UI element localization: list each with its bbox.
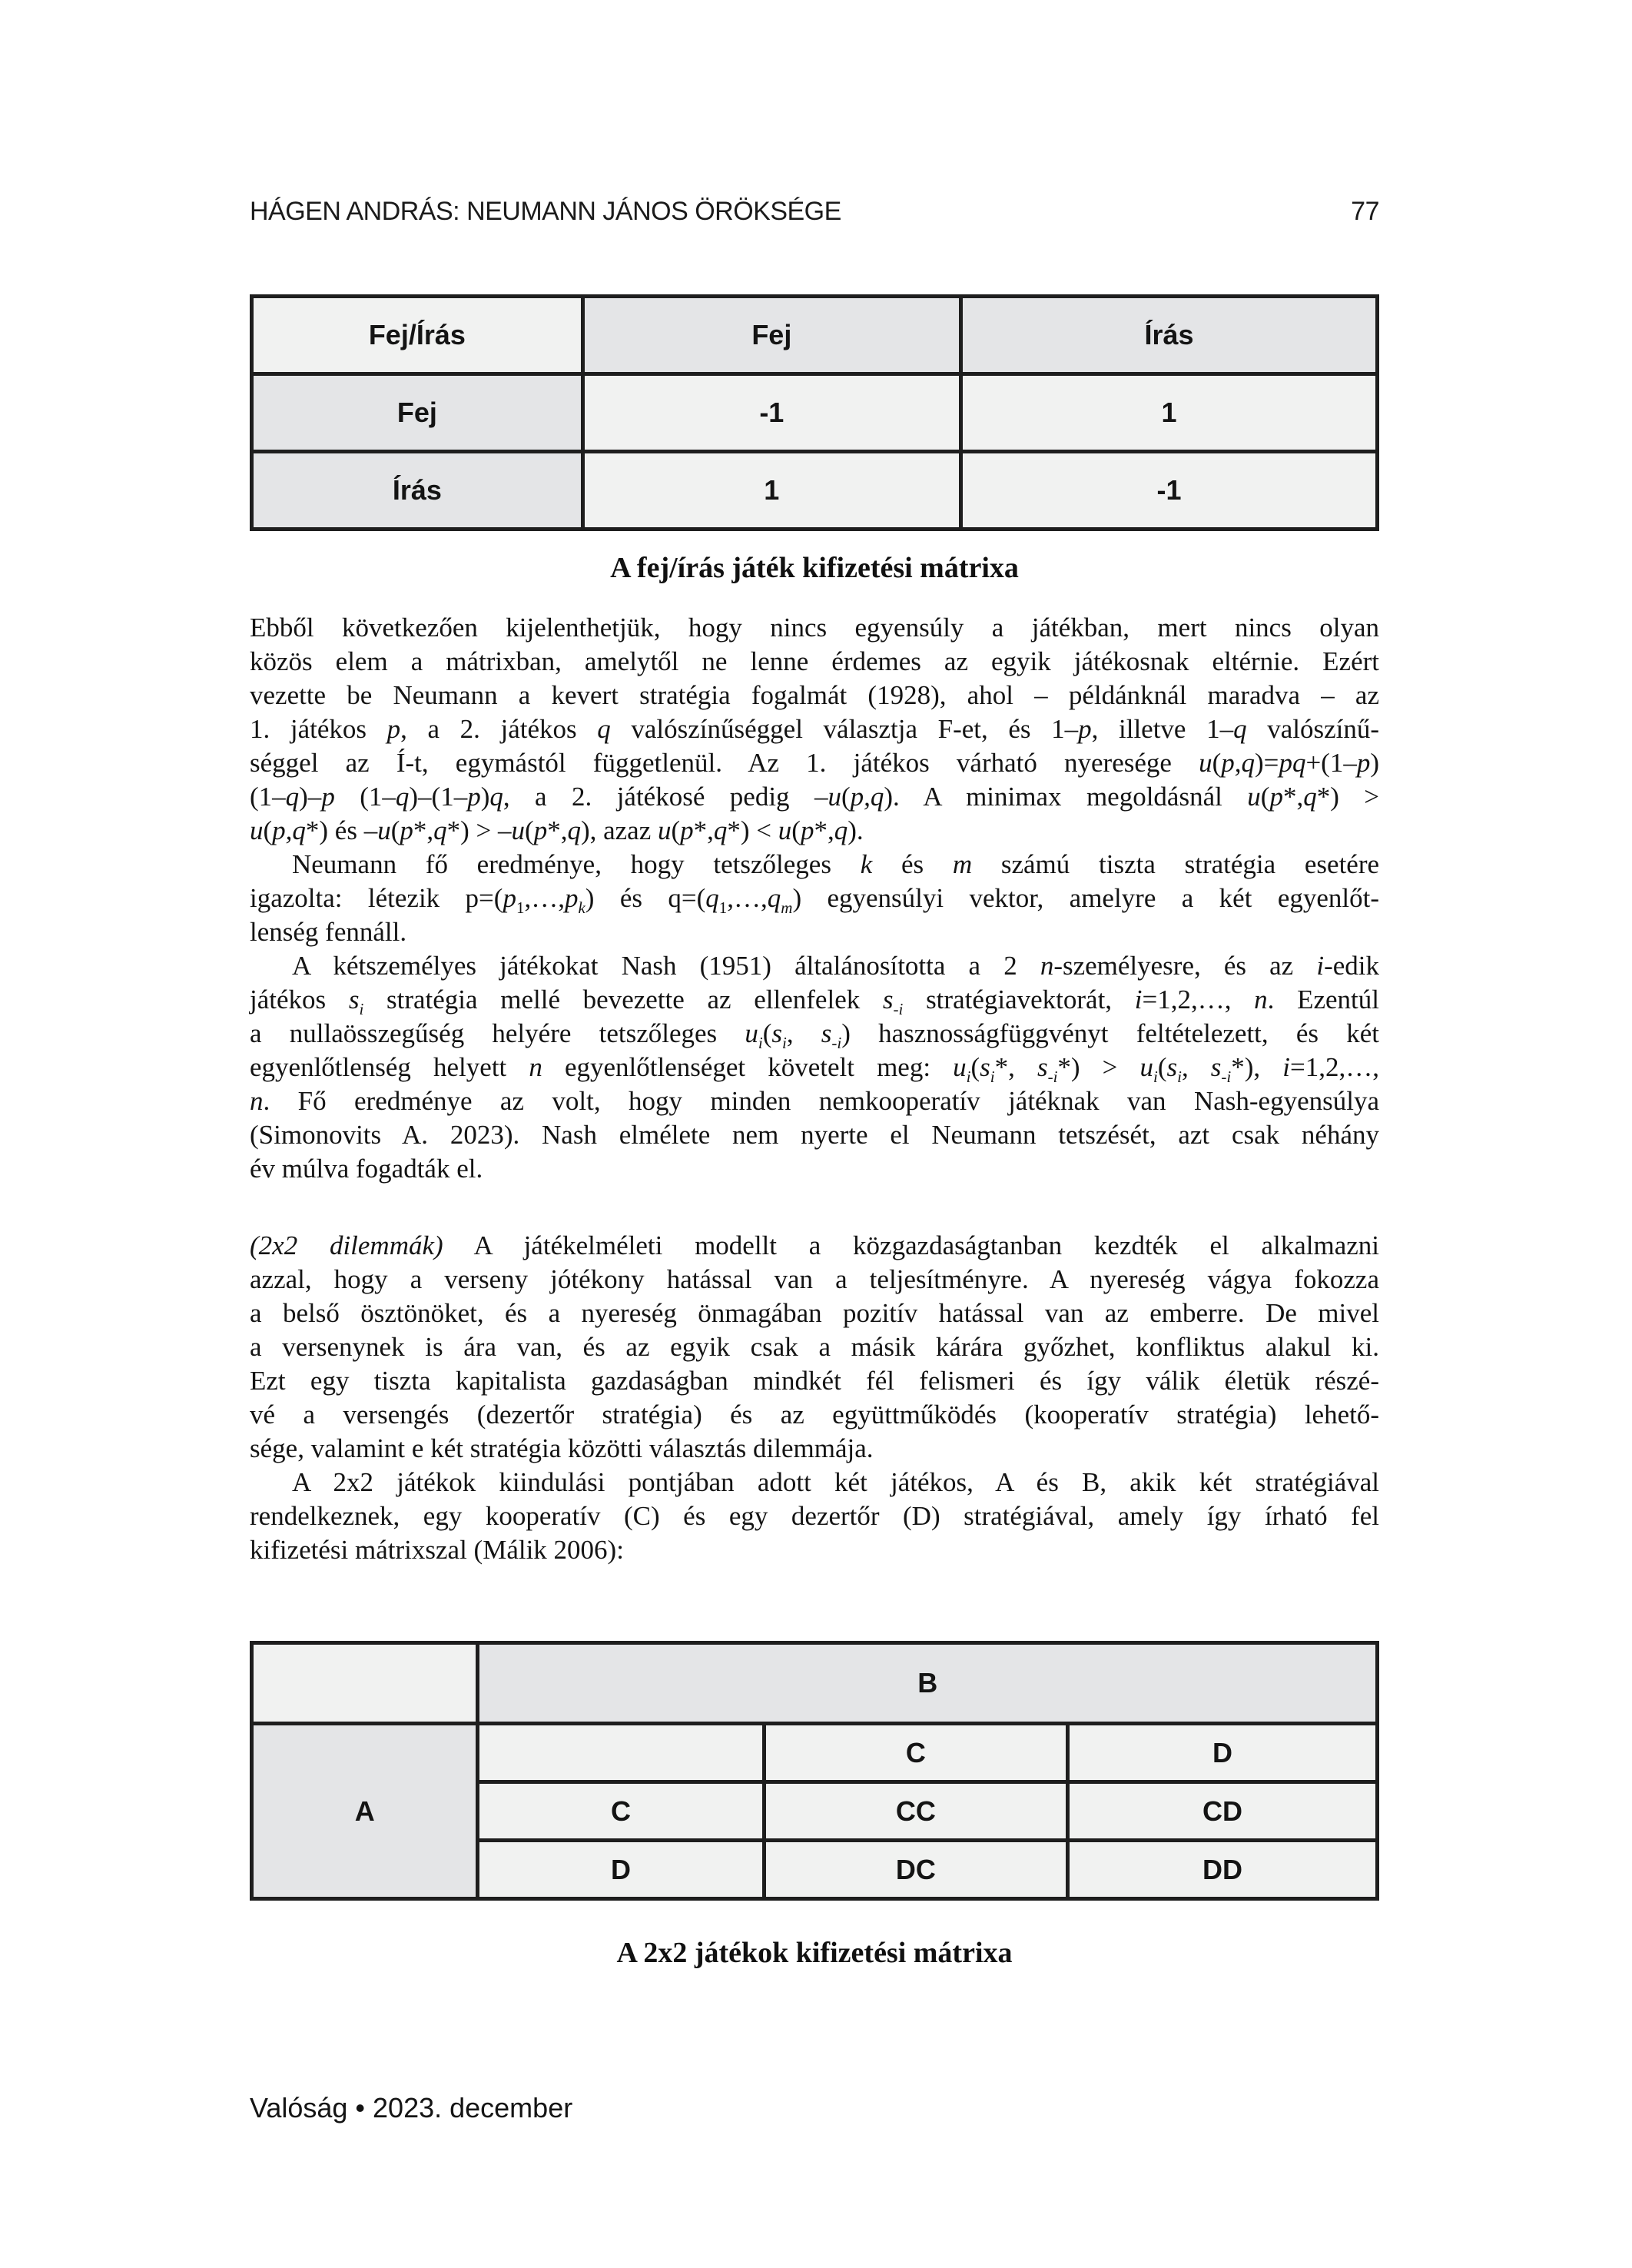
table-row-header-cell: Írás <box>252 452 583 530</box>
paragraph <box>250 1466 1379 1567</box>
text-line: kifizetési mátrixszal (Málik 2006): <box>250 1535 624 1565</box>
text-line: (Simonovits A. 2023). Nash elmélete nem nyerte el Neumann tetszését, azt csak néhány <box>250 1120 1379 1150</box>
text-line: rendelkeznek, egy kooperatív (C) és egy dezertőr (D) stratégiával, amely így írható fel <box>250 1501 1379 1531</box>
table-cell: DC <box>764 1841 1068 1899</box>
table-row-header-cell: D <box>478 1841 764 1899</box>
text-line: azzal, hogy a verseny jótékony hatással van a teljesítményre. A nyereség vágya fokozza <box>250 1264 1379 1294</box>
table-cell: 1 <box>960 374 1377 452</box>
table-cell: CC <box>764 1782 1068 1841</box>
text-line: n. Fő eredménye az volt, hogy minden nemkooperatív játéknak van Nash-egyensúlya <box>250 1086 1379 1116</box>
article-body <box>250 611 1379 1567</box>
table-header-cell: Írás <box>960 297 1377 374</box>
text-line: Ebből következően kijelenthetjük, hogy nincs egyensúly a játékban, mert nincs olyan <box>250 613 1379 643</box>
table-cell <box>478 1724 764 1782</box>
text-line: igazolta: létezik $p=(p_1,\dots,p_k)$ és $q=(q_1,\dots,q_m)$ egyensúlyi vektor, amelyre a két egyenlőt- <box>250 883 1379 917</box>
text-line: a belső ösztönöket, és a nyereség önmagában pozitív hatással van az emberre. De mivel <box>250 1298 1379 1328</box>
text-line: 1. játékos p, a 2. játékos q valószínűséggel választja F-et, és 1–p, illetve 1–q valószínű- <box>250 714 1379 744</box>
table2-caption: A 2x2 játékok kifizetési mátrixa <box>616 1937 1013 1969</box>
row-player-cell: A <box>252 1724 478 1899</box>
table-row <box>252 374 1378 452</box>
page-header <box>250 196 1379 227</box>
text-line: A 2x2 játékok kiindulási pontjában adott két játékos, A és B, akik két stratégiával <box>292 1467 1379 1497</box>
text-line: Ezt egy tiszta kapitalista gazdaságban mindkét fél felismeri és így válik életük részé- <box>250 1366 1379 1396</box>
running-title: HÁGEN ANDRÁS: NEUMANN JÁNOS ÖRÖKSÉGE <box>250 197 841 226</box>
table-row <box>252 452 1378 530</box>
text-line: játékos $s_i$ stratégia mellé bevezette az ellenfelek $s_{-i}$ stratégiavektorát, i=1,2,…, n. Ezentúl <box>250 985 1379 1018</box>
text-line: közös elem a mátrixban, amelytől ne lenne érdemes az egyik játékosnak eltérnie. Ezért <box>250 646 1379 676</box>
text-line: év múlva fogadták el. <box>250 1154 483 1184</box>
text-line: u(p,q*) és –u(p*,q*) > –u(p*,q), azaz u(p*,q*) < u(p*,q). <box>250 815 864 845</box>
text-line: (1–q)–p (1–q)–(1–p)q, a 2. játékosé pedig –u(p,q). A minimax megoldásnál u(p*,q*) > <box>250 782 1380 812</box>
table-corner-cell <box>252 1643 478 1724</box>
text-line: egyenlőtlenség helyett n egyenlőtlenséget követelt meg: $u_i(s_i*$, $s_{-i}*) > u_i(s_i$, $s_{-i}*$), i=1,2,…, <box>250 1052 1379 1086</box>
table-header-cell: D <box>1068 1724 1378 1782</box>
table-cell: -1 <box>960 452 1377 530</box>
payoff-matrix-heads-tails <box>250 294 1379 531</box>
payoff-matrix-2x2-games <box>250 1641 1379 1901</box>
table-row <box>252 297 1378 374</box>
table-row-header-cell: Fej <box>252 374 583 452</box>
text-line: A kétszemélyes játékokat Nash (1951) általánosította a 2 n-személyesre, és az i-edik <box>292 951 1379 981</box>
text-line: sége, valamint e két stratégia közötti választás dilemmája. <box>250 1433 874 1463</box>
table-row <box>252 1643 1378 1724</box>
text-line: vezette be Neumann a kevert stratégia fogalmát (1928), ahol – példánknál maradva – az <box>250 680 1379 710</box>
table-row-header-cell: C <box>478 1782 764 1841</box>
paragraph <box>250 848 1379 949</box>
table-cell: -1 <box>582 374 960 452</box>
text-line: a versenynek is ára van, és az egyik csak a másik kárára győzhet, konfliktus alakul ki. <box>250 1332 1379 1362</box>
table-cell: DD <box>1068 1841 1378 1899</box>
paragraph <box>250 611 1379 848</box>
table-header-cell: C <box>764 1724 1068 1782</box>
table-cell: CD <box>1068 1782 1378 1841</box>
text-line: (2x2 dilemmák) A játékelméleti modellt a közgazdaságtanban kezdték el alkalmazni <box>250 1230 1379 1260</box>
text-line: Neumann fő eredménye, hogy tetszőleges k és m számú tiszta stratégia esetére <box>292 849 1380 879</box>
text-line: vé a versengés (dezertőr stratégia) és az együttműködés (kooperatív stratégia) lehető- <box>250 1400 1379 1430</box>
page-number: 77 <box>1351 197 1379 226</box>
paragraph <box>250 949 1379 1186</box>
journal-issue-label: Valóság • 2023. december <box>250 2092 573 2124</box>
table-header-cell: Fej <box>582 297 960 374</box>
text-line: séggel az Í-t, egymástól függetlenül. Az 1. játékos várható nyeresége u(p,q)=pq+(1–p) <box>250 748 1379 778</box>
table-row <box>252 1724 1378 1782</box>
table-corner-cell: Fej/Írás <box>252 297 583 374</box>
table1-caption: A fej/írás játék kifizetési mátrixa <box>610 552 1019 584</box>
text-line: a nullaösszegűség helyére tetszőleges $u_i(s_i$, $s_{-i}$) hasznosságfüggvényt feltételezett, és két <box>250 1018 1379 1052</box>
paragraph-section-2x2-dilemmas <box>250 1229 1379 1466</box>
text-line: lenség fennáll. <box>250 917 407 947</box>
table-cell: 1 <box>582 452 960 530</box>
journal-footer <box>250 2091 1379 2125</box>
column-player-cell: B <box>478 1643 1378 1724</box>
